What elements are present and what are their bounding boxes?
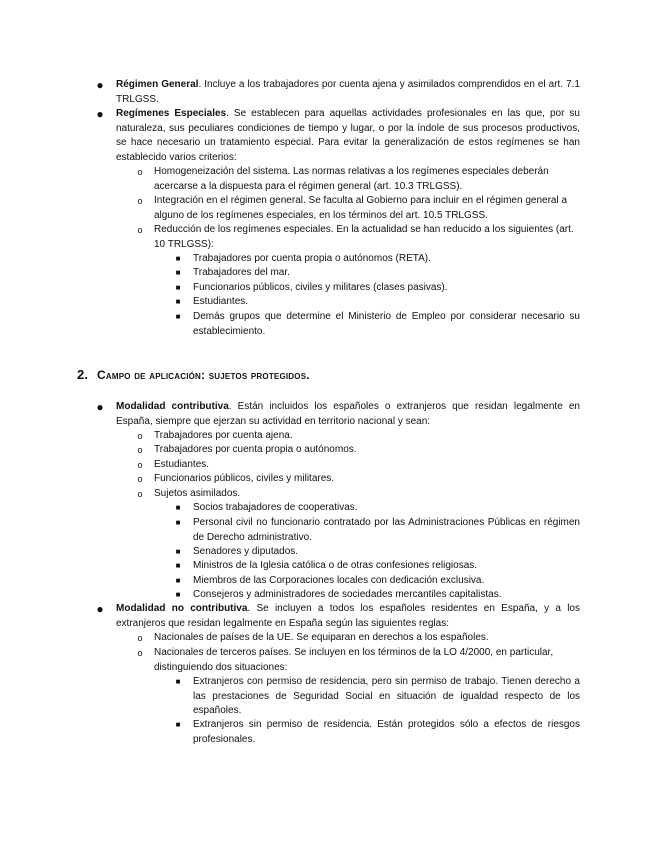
square-marker: ■ <box>175 283 181 292</box>
bullet-marker: ● <box>96 78 104 92</box>
bullet-marker: ● <box>96 602 104 616</box>
list-item-regimenes-especiales <box>96 107 580 165</box>
item-text: Estudiantes. <box>193 296 249 307</box>
regimen-item <box>175 295 580 310</box>
term: Régimen General <box>116 79 199 90</box>
item-text: . Se incluyen a todos los españoles residentes en España, y a los extranjeros que residan legalmente en España según las siguientes reglas: <box>116 603 580 629</box>
square-marker: ■ <box>175 254 181 263</box>
asimilado-item <box>175 559 580 574</box>
square-marker: ■ <box>175 312 181 321</box>
item-text: Ministros de la Iglesia católica o de otras confesiones religiosas. <box>193 560 478 571</box>
item-text: Integración en el régimen general. Se faculta al Gobierno para incluir en el régimen general a alguno de los regímenes especiales, en los términos del art. 10.5 TRLGSS. <box>154 195 568 221</box>
regimen-item <box>175 281 580 296</box>
list-item-modalidad-contributiva <box>96 400 580 429</box>
item-text: Estudiantes. <box>154 459 210 470</box>
item-text: Senadores y diputados. <box>193 546 299 557</box>
circle-marker: o <box>137 196 143 206</box>
circle-marker: o <box>137 489 143 499</box>
bullet-marker: ● <box>96 107 104 121</box>
criterio-item <box>137 194 580 223</box>
item-text: Extranjeros con permiso de residencia, pero sin permiso de trabajo. Tienen derecho a las prestaciones de Seguridad Social en situación de igualdad respecto de los españoles. <box>193 676 580 716</box>
item-text: Sujetos asimilados. <box>154 488 241 499</box>
square-marker: ■ <box>175 720 181 729</box>
item-text: . Están incluidos los españoles o extranjeros que residan legalmente en España, siempre que ejerzan su actividad en territorio nacional y sean: <box>116 401 580 427</box>
item-text: Reducción de los regímenes especiales. En la actualidad se han reducido a los siguientes (art. 10 TRLGSS): <box>154 224 574 250</box>
regimen-item <box>175 310 580 339</box>
square-marker: ■ <box>175 503 181 512</box>
square-marker: ■ <box>175 297 181 306</box>
section-title: Campo de aplicación: sujetos protegidos. <box>97 368 310 382</box>
item-text: Consejeros y administradores de sociedades mercantiles capitalistas. <box>193 589 502 600</box>
circle-marker: o <box>137 225 143 235</box>
term: Modalidad contributiva <box>116 401 229 412</box>
square-marker: ■ <box>175 268 181 277</box>
bullet-marker: ● <box>96 400 104 414</box>
item-text: Trabajadores por cuenta propia o autónomos (RETA). <box>193 253 431 264</box>
item-text: Nacionales de terceros países. Se incluyen en los términos de la LO 4/2000, en particular, distinguiendo dos situaciones: <box>154 647 554 673</box>
asimilado-item <box>175 501 580 516</box>
no-contributiva-item <box>137 631 580 646</box>
contributiva-item <box>137 472 580 487</box>
term: Modalidad no contributiva <box>116 603 248 614</box>
section-number: 2. <box>77 367 89 382</box>
item-text: Personal civil no funcionario contratado por las Administraciones Públicas en régimen de Derecho administrativo. <box>193 517 580 543</box>
circle-marker: o <box>137 633 143 643</box>
criterio-item <box>137 223 580 252</box>
item-text: Demás grupos que determine el Ministerio de Empleo por considerar necesario su establecimiento. <box>193 311 580 337</box>
item-text: . Se establecen para aquellas actividades profesionales en las que, por su naturaleza, sus peculiares condiciones de tiempo y lugar, o por la índole de sus procesos productivos, se hace necesario un tratamiento especial. Para evitar la generalización de estos regímenes se han establecido varios criterios: <box>116 108 580 163</box>
square-marker: ■ <box>175 518 181 527</box>
no-contributiva-item <box>137 646 580 675</box>
contributiva-item <box>137 487 580 502</box>
asimilado-item <box>175 516 580 545</box>
situacion-item <box>175 675 580 719</box>
square-marker: ■ <box>175 590 181 599</box>
item-text: Socios trabajadores de cooperativas. <box>193 502 358 513</box>
item-text: Trabajadores por cuenta propia o autónomos. <box>154 444 357 455</box>
item-text: Nacionales de países de la UE. Se equiparan en derechos a los españoles. <box>154 632 489 643</box>
contributiva-item <box>137 429 580 444</box>
circle-marker: o <box>137 167 143 177</box>
item-text: Funcionarios públicos, civiles y militares. <box>154 473 335 484</box>
contributiva-item <box>137 458 580 473</box>
item-text: Extranjeros sin permiso de residencia. Están protegidos sólo a efectos de riesgos profesionales. <box>193 719 580 745</box>
item-text: Funcionarios públicos, civiles y militares (clases pasivas). <box>193 282 448 293</box>
circle-marker: o <box>137 431 143 441</box>
circle-marker: o <box>137 460 143 470</box>
item-text: . Incluye a los trabajadores por cuenta ajena y asimilados comprendidos en el art. 7.1 TRLGSS. <box>116 79 580 105</box>
list-item-modalidad-no-contributiva <box>96 602 580 631</box>
section-heading <box>77 367 310 382</box>
square-marker: ■ <box>175 547 181 556</box>
asimilado-item <box>175 574 580 589</box>
circle-marker: o <box>137 474 143 484</box>
criterio-item <box>137 165 580 194</box>
situacion-item <box>175 718 580 747</box>
term: Regímenes Especiales <box>116 108 227 119</box>
item-text: Trabajadores del mar. <box>193 267 290 278</box>
square-marker: ■ <box>175 561 181 570</box>
asimilado-item <box>175 588 580 603</box>
contributiva-item <box>137 443 580 458</box>
square-marker: ■ <box>175 576 181 585</box>
regimen-item <box>175 252 580 267</box>
item-text: Homogeneización del sistema. Las normas relativas a los regímenes especiales deberán acercarse a la dispuesta para el régimen general (art. 10.3 TRLGSS). <box>154 166 549 192</box>
regimen-item <box>175 266 580 281</box>
circle-marker: o <box>137 445 143 455</box>
circle-marker: o <box>137 648 143 658</box>
item-text: Trabajadores por cuenta ajena. <box>154 430 293 441</box>
list-item-regimen-general <box>96 78 580 107</box>
asimilado-item <box>175 545 580 560</box>
square-marker: ■ <box>175 677 181 686</box>
item-text: Miembros de las Corporaciones locales con dedicación exclusiva. <box>193 575 485 586</box>
